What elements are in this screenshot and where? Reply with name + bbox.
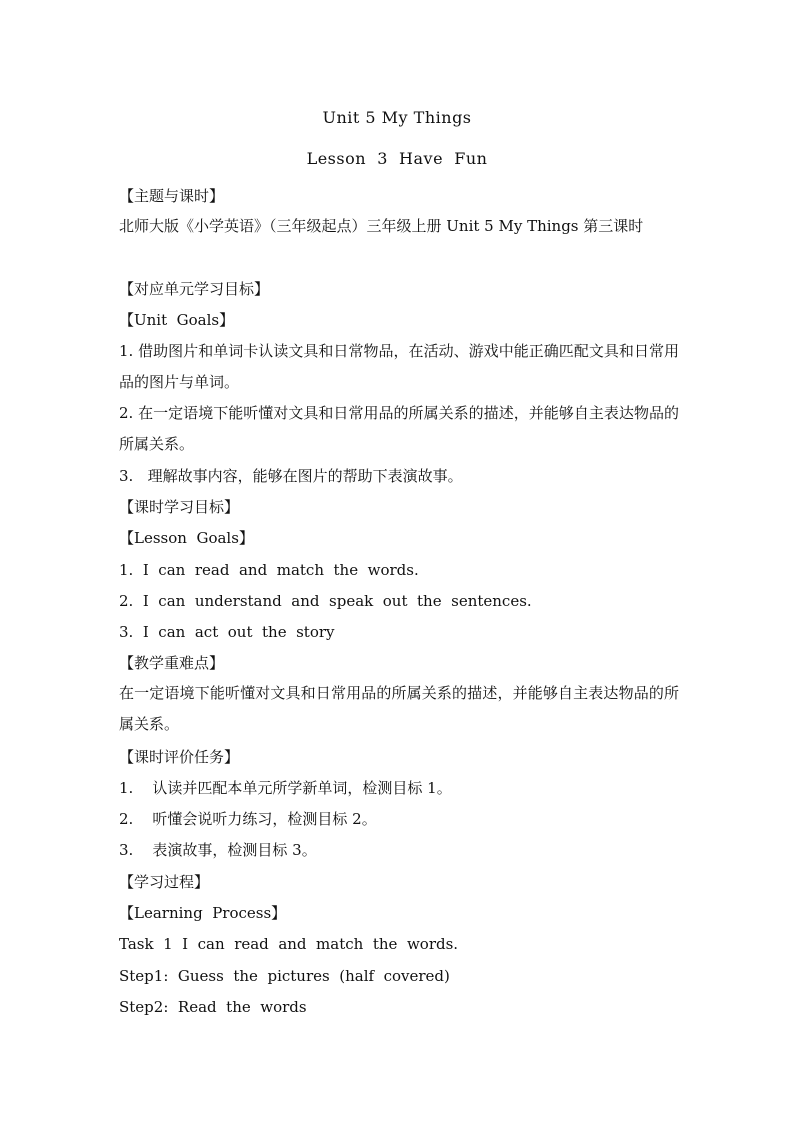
- topic-heading: 【主题与课时】: [119, 187, 225, 205]
- topic-text: 北师大版《小学英语》（三年级起点）三年级上册 Unit 5 My Things 第三课时: [119, 217, 644, 235]
- process-heading-en: 【Learning Process】: [119, 904, 287, 922]
- assessment-task-2: 2. 听懂会说听力练习，检测目标 2。: [119, 810, 377, 828]
- unit-goal-3: 3. 理解故事内容，能够在图片的帮助下表演故事。: [119, 467, 463, 485]
- lesson-goal-2: 2. I can understand and speak out the sentences.: [119, 592, 532, 610]
- lesson-goals-heading-cn: 【课时学习目标】: [119, 498, 240, 516]
- process-step-2: Step2: Read the words: [119, 998, 307, 1016]
- document-title: Unit 5 My Things: [322, 108, 472, 127]
- lesson-goal-1: 1. I can read and match the words.: [119, 561, 419, 579]
- unit-goal-1: 1. 借助图片和单词卡认读文具和日常物品，在活动、游戏中能正确匹配文具和日常用品的图片与单词。: [119, 342, 679, 391]
- process-heading-cn: 【学习过程】: [119, 873, 210, 891]
- unit-goals-heading-en: 【Unit Goals】: [119, 311, 235, 329]
- lesson-goals-heading-en: 【Lesson Goals】: [119, 529, 254, 547]
- unit-goal-2: 2. 在一定语境下能听懂对文具和日常用品的所属关系的描述，并能够自主表达物品的所属关系。: [119, 404, 679, 453]
- assessment-heading: 【课时评价任务】: [119, 748, 240, 766]
- assessment-task-3: 3. 表演故事，检测目标 3。: [119, 841, 317, 859]
- process-task-1: Task 1 I can read and match the words.: [119, 935, 459, 953]
- assessment-task-1: 1. 认读并匹配本单元所学新单词，检测目标 1。: [119, 779, 452, 797]
- lesson-subtitle: Lesson 3 Have Fun: [306, 149, 488, 168]
- key-points-heading: 【教学重难点】: [119, 654, 225, 672]
- key-points-text: 在一定语境下能听懂对文具和日常用品的所属关系的描述，并能够自主表达物品的所属关系。: [119, 684, 679, 733]
- unit-goals-heading-cn: 【对应单元学习目标】: [119, 280, 270, 298]
- process-step-1: Step1: Guess the pictures (half covered): [119, 967, 450, 985]
- lesson-goal-3: 3. I can act out the story: [119, 623, 335, 641]
